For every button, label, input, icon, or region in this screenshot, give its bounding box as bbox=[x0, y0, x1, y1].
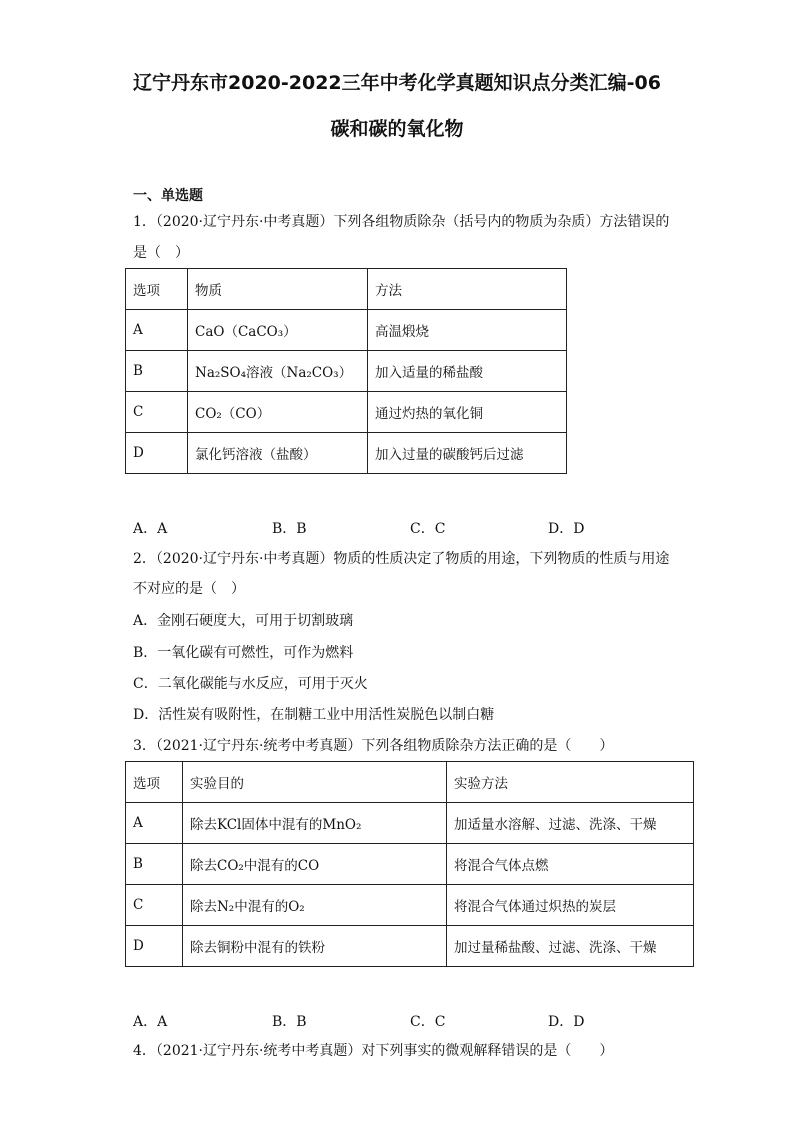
section-heading: 一、单选题 bbox=[133, 188, 203, 204]
option-a[interactable]: A．金刚石硬度大，可用于切割玻璃 bbox=[133, 613, 354, 629]
table-cell: D bbox=[126, 926, 183, 967]
table-cell: Na₂SO₄溶液（Na₂CO₃） bbox=[188, 351, 368, 392]
question-3-stem: 3．（2021·辽宁丹东·统考中考真题）下列各组物质除杂方法正确的是（ ） bbox=[133, 738, 614, 754]
table-header-cell: 实验方法 bbox=[447, 762, 694, 803]
option-b[interactable]: B．B bbox=[272, 521, 307, 537]
question-4-stem: 4．（2021·辽宁丹东·统考中考真题）对下列事实的微观解释错误的是（ ） bbox=[133, 1043, 614, 1059]
table-cell: 加入过量的碳酸钙后过滤 bbox=[368, 433, 567, 474]
table-cell: 加入适量的稀盐酸 bbox=[368, 351, 567, 392]
table-cell: 将混合气体点燃 bbox=[447, 844, 694, 885]
table-cell: 高温煅烧 bbox=[368, 310, 567, 351]
table-header-cell: 选项 bbox=[126, 269, 188, 310]
table-header-cell: 实验目的 bbox=[183, 762, 447, 803]
table-header-row bbox=[126, 762, 694, 803]
table-cell: C bbox=[126, 885, 183, 926]
table-row bbox=[126, 310, 567, 351]
option-b[interactable]: B．B bbox=[272, 1014, 307, 1030]
table-cell: 将混合气体通过炽热的炭层 bbox=[447, 885, 694, 926]
table-cell: 氯化钙溶液（盐酸） bbox=[188, 433, 368, 474]
option-c[interactable]: C．C bbox=[410, 521, 446, 537]
question-3-table bbox=[125, 761, 694, 967]
table-cell: A bbox=[126, 310, 188, 351]
option-d[interactable]: D．活性炭有吸附性，在制糖工业中用活性炭脱色以制白糖 bbox=[133, 707, 495, 723]
table-row bbox=[126, 885, 694, 926]
table-cell: 除去N₂中混有的O₂ bbox=[183, 885, 447, 926]
question-2-stem-cont: 不对应的是（ ） bbox=[133, 581, 245, 597]
table-header-cell: 选项 bbox=[126, 762, 183, 803]
table-cell: CaO（CaCO₃） bbox=[188, 310, 368, 351]
question-2-stem: 2．（2020·辽宁丹东·中考真题）物质的性质决定了物质的用途，下列物质的性质与用途 bbox=[133, 551, 670, 567]
option-d[interactable]: D．D bbox=[548, 1014, 585, 1030]
table-header-cell: 物质 bbox=[188, 269, 368, 310]
question-1-stem: 1．（2020·辽宁丹东·中考真题）下列各组物质除杂（括号内的物质为杂质）方法错误的 bbox=[133, 214, 670, 230]
table-row bbox=[126, 351, 567, 392]
table-row bbox=[126, 392, 567, 433]
table-cell: 加适量水溶解、过滤、洗涤、干燥 bbox=[447, 803, 694, 844]
question-1-options bbox=[133, 518, 693, 536]
option-c[interactable]: C．二氧化碳能与水反应，可用于灭火 bbox=[133, 676, 368, 692]
table-header-row bbox=[126, 269, 567, 310]
table-cell: 除去KCl固体中混有的MnO₂ bbox=[183, 803, 447, 844]
table-row bbox=[126, 926, 694, 967]
document-title-line2: 碳和碳的氧化物 bbox=[330, 118, 464, 140]
question-1-table bbox=[125, 268, 567, 474]
option-d[interactable]: D．D bbox=[548, 521, 585, 537]
table-row bbox=[126, 844, 694, 885]
question-3-options bbox=[133, 1011, 693, 1029]
option-b[interactable]: B．一氧化碳有可燃性，可作为燃料 bbox=[133, 645, 354, 661]
table-cell: 除去铜粉中混有的铁粉 bbox=[183, 926, 447, 967]
table-cell: CO₂（CO） bbox=[188, 392, 368, 433]
table-cell: D bbox=[126, 433, 188, 474]
option-c[interactable]: C．C bbox=[410, 1014, 446, 1030]
question-1-stem-cont: 是（ ） bbox=[133, 245, 189, 261]
table-cell: B bbox=[126, 351, 188, 392]
document-title-line1: 辽宁丹东市2020-2022三年中考化学真题知识点分类汇编-06 bbox=[133, 72, 661, 94]
table-cell: 通过灼热的氧化铜 bbox=[368, 392, 567, 433]
table-cell: 除去CO₂中混有的CO bbox=[183, 844, 447, 885]
table-row bbox=[126, 433, 567, 474]
table-cell: A bbox=[126, 803, 183, 844]
table-header-cell: 方法 bbox=[368, 269, 567, 310]
option-a[interactable]: A．A bbox=[133, 1014, 168, 1030]
table-cell: B bbox=[126, 844, 183, 885]
table-cell: 加过量稀盐酸、过滤、洗涤、干燥 bbox=[447, 926, 694, 967]
option-a[interactable]: A．A bbox=[133, 521, 168, 537]
table-row bbox=[126, 803, 694, 844]
table-cell: C bbox=[126, 392, 188, 433]
